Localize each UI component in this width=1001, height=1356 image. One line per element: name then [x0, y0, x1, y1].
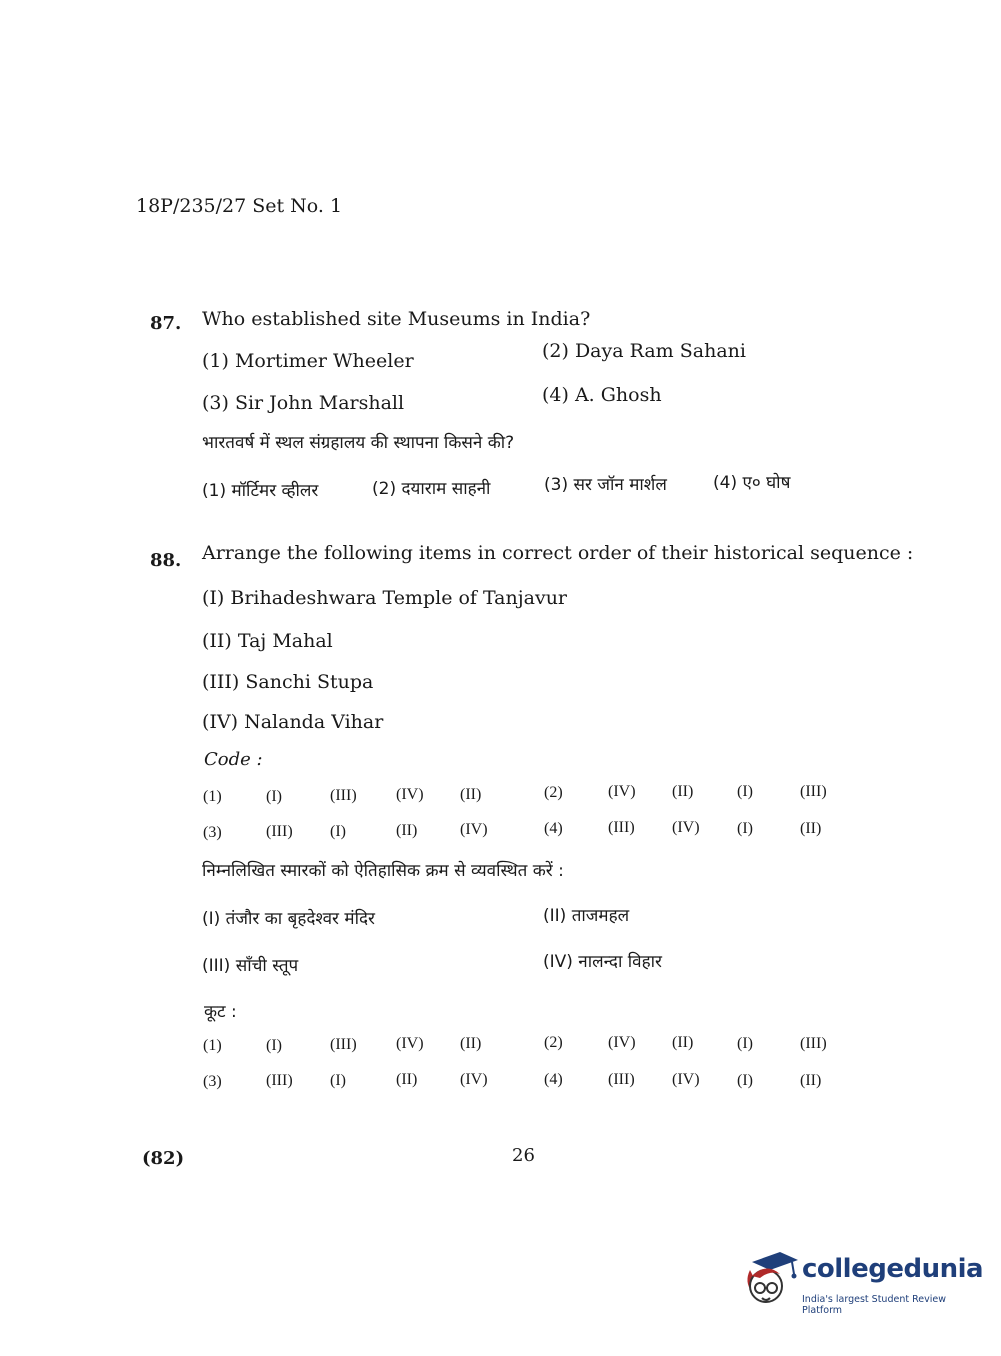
code-cell: (II) — [672, 1034, 694, 1051]
code-cell: (III) — [608, 819, 635, 836]
code-cell: (I) — [737, 820, 753, 837]
code-cell: (I) — [330, 1072, 346, 1089]
page-number: 26 — [512, 1145, 535, 1166]
question-88-number: 88. — [150, 550, 182, 571]
code-cell: (IV) — [608, 1034, 636, 1051]
code-cell: (III) — [330, 1036, 357, 1053]
code-cell: (I) — [330, 823, 346, 840]
q88-hindi-text: निम्नलिखित स्मारकों को ऐतिहासिक क्रम से व्यवस्थित करें : — [202, 861, 564, 881]
code-cell: (II) — [460, 1035, 482, 1052]
logo-tagline: India's largest Student Review Platform — [802, 1294, 946, 1316]
q87-hindi-text: भारतवर्ष में स्थल संग्रहालय की स्थापना किसने की? — [202, 433, 515, 453]
q87-option-2: (2) Daya Ram Sahani — [542, 340, 746, 362]
code-cell: (3) — [203, 824, 222, 841]
q88-item-2: (II) Taj Mahal — [202, 630, 333, 652]
code-cell: (II) — [396, 1071, 418, 1088]
paper-code: 18P/235/27 Set No. 1 — [136, 195, 343, 217]
code-cell: (2) — [544, 1034, 563, 1051]
code-cell: (1) — [203, 1037, 222, 1054]
code-cell: (II) — [672, 783, 694, 800]
q87-hindi-option-2: (2) दयाराम साहनी — [372, 479, 491, 499]
code-cell: (II) — [460, 786, 482, 803]
code-cell: (4) — [544, 1071, 563, 1088]
q88-hindi-item-1: (I) तंजौर का बृहदेश्वर मंदिर — [202, 909, 375, 929]
logo-wordmark: collegedunia — [802, 1254, 984, 1284]
q88-item-3: (III) Sanchi Stupa — [202, 671, 374, 693]
q87-option-3: (3) Sir John Marshall — [202, 392, 405, 414]
mascot-icon — [740, 1248, 800, 1312]
code-cell: (III) — [800, 1035, 827, 1052]
question-87-text: Who established site Museums in India? — [202, 308, 591, 330]
q88-code-label: Code : — [204, 749, 263, 770]
code-cell: (IV) — [460, 1071, 488, 1088]
code-cell: (I) — [266, 1037, 282, 1054]
q88-hindi-item-2: (II) ताजमहल — [543, 906, 630, 926]
question-88-text: Arrange the following items in correct order of their historical sequence : — [202, 542, 914, 564]
q87-option-4: (4) A. Ghosh — [542, 384, 662, 406]
code-cell: (IV) — [460, 821, 488, 838]
q87-option-1: (1) Mortimer Wheeler — [202, 350, 414, 372]
q87-hindi-option-3: (3) सर जॉन मार्शल — [544, 475, 667, 495]
q87-hindi-option-4: (4) ए० घोष — [713, 473, 791, 493]
code-cell: (III) — [266, 1072, 293, 1089]
code-cell: (I) — [737, 1035, 753, 1052]
code-cell: (4) — [544, 820, 563, 837]
code-cell: (III) — [330, 787, 357, 804]
footer-code: (82) — [142, 1148, 185, 1169]
code-cell: (3) — [203, 1073, 222, 1090]
code-cell: (II) — [396, 822, 418, 839]
code-cell: (III) — [266, 823, 293, 840]
question-87-number: 87. — [150, 313, 182, 334]
q88-hindi-item-3: (III) साँची स्तूप — [202, 956, 299, 976]
collegedunia-logo[interactable] — [740, 1248, 984, 1318]
q88-item-1: (I) Brihadeshwara Temple of Tanjavur — [202, 587, 568, 609]
q88-hindi-item-4: (IV) नालन्दा विहार — [543, 952, 663, 972]
q88-hindi-code-label: कूट : — [204, 1002, 237, 1022]
code-cell: (III) — [800, 783, 827, 800]
q87-hindi-option-1: (1) मॉर्टिमर व्हीलर — [202, 481, 319, 501]
code-cell: (IV) — [672, 1071, 700, 1088]
code-cell: (IV) — [396, 786, 424, 803]
code-cell: (1) — [203, 788, 222, 805]
code-cell: (I) — [737, 1072, 753, 1089]
code-cell: (III) — [608, 1071, 635, 1088]
q88-item-4: (IV) Nalanda Vihar — [202, 711, 384, 733]
code-cell: (IV) — [396, 1035, 424, 1052]
code-cell: (II) — [800, 820, 822, 837]
code-cell: (2) — [544, 784, 563, 801]
code-cell: (IV) — [608, 783, 636, 800]
code-cell: (IV) — [672, 819, 700, 836]
code-cell: (I) — [266, 788, 282, 805]
code-cell: (II) — [800, 1072, 822, 1089]
code-cell: (I) — [737, 783, 753, 800]
